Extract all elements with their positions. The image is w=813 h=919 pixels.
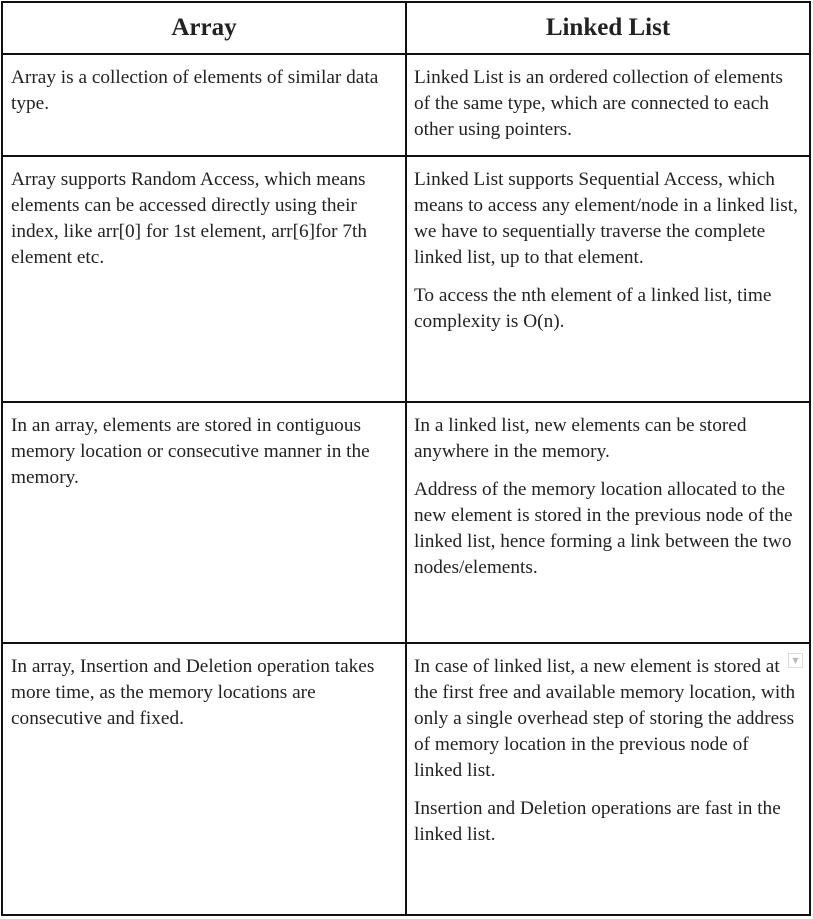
linked-list-cell[interactable] (406, 54, 810, 156)
cell-text: In case of linked list, a new element is stored at the first free and available memory location, with only a single overhead step of storing the address of memory location in the previous node of linked list. (414, 656, 796, 781)
array-cell[interactable] (2, 402, 406, 643)
header-array: Array (2, 2, 406, 54)
table-row (2, 54, 810, 156)
cell-text: Linked List supports Sequential Access, which means to access any element/node in a linked list, we have to sequentially traverse the complete linked list, up to that element. (414, 169, 798, 268)
cell-text: To access the nth element of a linked list, time complexity is O(n). (414, 285, 772, 332)
cell-text: Array is a collection of elements of similar data type. (11, 67, 379, 114)
table-row (2, 643, 810, 915)
array-cell[interactable] (2, 643, 406, 915)
comparison-table (1, 1, 811, 916)
cell-text: In array, Insertion and Deletion operation takes more time, as the memory locations are consecutive and fixed. (11, 656, 375, 729)
array-cell[interactable] (2, 54, 406, 156)
linked-list-cell[interactable] (406, 402, 810, 643)
header-linked-list: Linked List (406, 2, 810, 54)
cell-text: In a linked list, new elements can be stored anywhere in the memory. (414, 415, 747, 462)
linked-list-cell[interactable] (406, 156, 810, 402)
cell-text: In an array, elements are stored in contiguous memory location or consecutive manner in the memory. (11, 415, 370, 488)
header-row (2, 2, 810, 54)
cell-text: Address of the memory location allocated to the new element is stored in the previous node of the linked list, hence forming a link between the two nodes/elements. (414, 479, 793, 578)
cell-text: Array supports Random Access, which means elements can be accessed directly using their index, like arr[0] for 1st element, arr[6]for 7th element etc. (11, 169, 368, 268)
dropdown-arrow-icon[interactable]: ▼ (788, 653, 803, 668)
table-row (2, 156, 810, 402)
array-cell[interactable] (2, 156, 406, 402)
linked-list-cell[interactable] (406, 643, 810, 915)
table-row (2, 402, 810, 643)
cell-text: Linked List is an ordered collection of elements of the same type, which are connected to each other using pointers. (414, 67, 783, 140)
cell-text: Insertion and Deletion operations are fast in the linked list. (414, 798, 781, 845)
